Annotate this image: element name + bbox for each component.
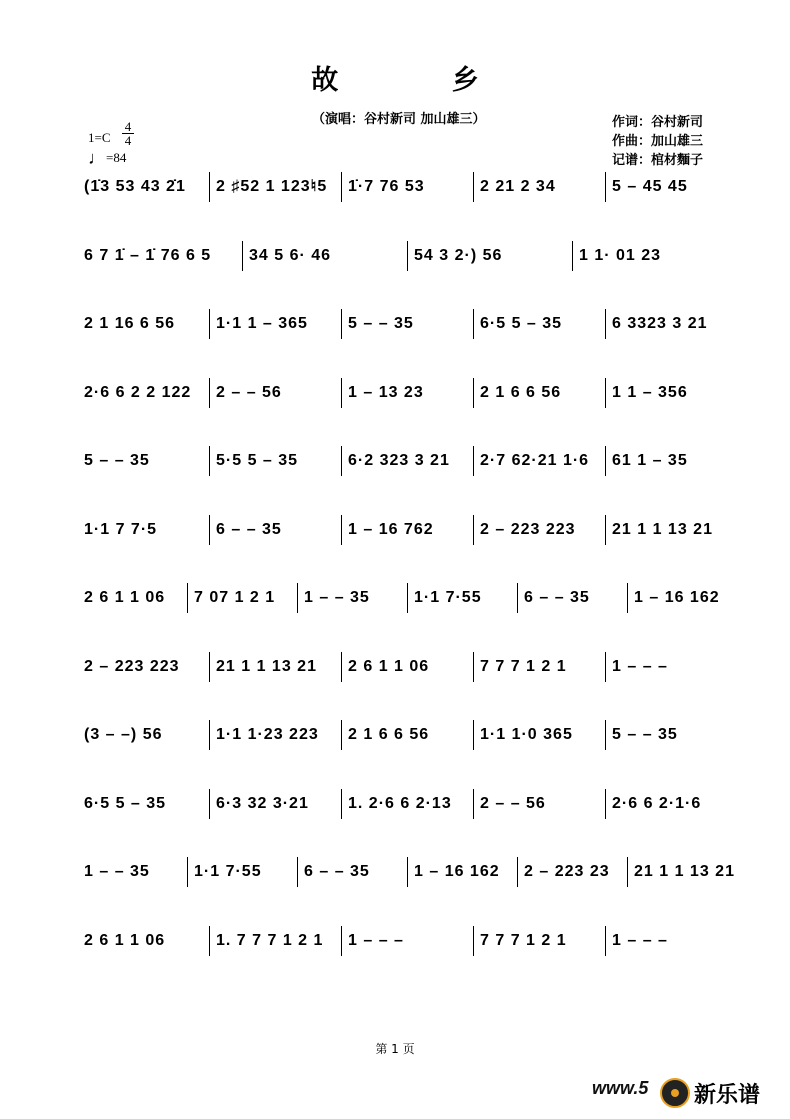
measure: 5 – 45 45 — [612, 178, 688, 195]
measure: 7 07 1 2 1 — [188, 583, 298, 613]
measure: 1·1 7·55 — [188, 857, 298, 887]
measure: 2 – 223 23 — [518, 857, 628, 887]
measure: 1·1 1 – 365 — [210, 309, 342, 339]
measure: 2 – 223 223 — [474, 515, 606, 545]
record-disc-icon — [660, 1078, 690, 1108]
quarter-note-icon: ♩ — [88, 148, 106, 168]
measure: 1 – – – — [612, 657, 668, 675]
lyricist-credit: 作词：谷村新司 — [612, 115, 704, 130]
song-title: 故 乡 — [311, 65, 531, 96]
measure: 2 1 6 6 56 — [474, 378, 606, 408]
measure: 1 – 16 162 — [634, 589, 720, 606]
measure: 2·6 6 2 2 122 — [78, 378, 210, 408]
measure: 5 – – 35 — [78, 446, 210, 476]
key-signature: 1=C — [88, 130, 111, 145]
staff-line — [78, 241, 738, 271]
measure: 21 1 1 13 21 — [634, 863, 735, 880]
staff-line — [78, 309, 738, 339]
staff-line — [78, 789, 738, 819]
measure: 7 7 7 1 2 1 — [474, 926, 606, 956]
staff-line — [78, 378, 738, 408]
measure: 2 6 1 1 06 — [342, 652, 474, 682]
staff-line — [78, 446, 738, 476]
measure: 1 – – – — [342, 926, 474, 956]
staff-line — [78, 583, 738, 613]
measure: 5 – – 35 — [612, 726, 678, 743]
measure: 1 1· 01 23 — [579, 246, 662, 264]
staff-line — [78, 515, 738, 545]
measure: 2 1 16 6 56 — [78, 309, 210, 339]
measure: 2 – – 56 — [210, 378, 342, 408]
staff-line — [78, 652, 738, 682]
measure: 1 – 13 23 — [342, 378, 474, 408]
measure: 1 – – – — [612, 931, 668, 949]
brand-logo — [660, 1076, 760, 1110]
page-number: 第 1 页 — [375, 1042, 415, 1056]
measure: 1 – – 35 — [78, 857, 188, 887]
measure: 2 21 2 34 — [474, 172, 606, 202]
time-signature — [122, 120, 134, 147]
measure: 1·1 7 7·5 — [78, 515, 210, 545]
measure: 21 1 1 13 21 — [210, 652, 342, 682]
composer-credit: 作曲：加山雄三 — [612, 134, 704, 149]
measure: 1·1 1·23 223 — [210, 720, 342, 750]
measure: 6 3323 3 21 — [612, 315, 708, 332]
measure: 7 7 7 1 2 1 — [474, 652, 606, 682]
measure: 6·5 5 – 35 — [78, 789, 210, 819]
measure: 21 1 1 13 21 — [612, 520, 713, 538]
staff-line — [78, 857, 738, 887]
measure: 2 ♯52 1 123♮5 — [210, 172, 342, 202]
measure: 1 – 16 762 — [342, 515, 474, 545]
measure: 1. 7 7 7 1 2 1 — [210, 926, 342, 956]
measure: 6·2 323 3 21 — [342, 446, 474, 476]
brand-name: 新乐谱 — [694, 1082, 761, 1108]
measure: 1 – 16 162 — [408, 857, 518, 887]
measure: (3 – –) 56 — [78, 720, 210, 750]
measure: 6 – – 35 — [518, 583, 628, 613]
measure: 2 6 1 1 06 — [78, 583, 188, 613]
staff-line — [78, 926, 738, 956]
time-signature-top: 4 — [122, 120, 134, 134]
measure: 2·7 62·21 1·6 — [474, 446, 606, 476]
measure: 2 – – 56 — [474, 789, 606, 819]
staff-line — [78, 720, 738, 750]
measure: 1̇·7 76 53 — [342, 172, 474, 202]
measure: 5·5 5 – 35 — [210, 446, 342, 476]
measure: 1·1 1·0 365 — [474, 720, 606, 750]
singers-line: （演唱：谷村新司 加山雄三） — [312, 112, 486, 127]
measure: 1. 2·6 6 2·13 — [342, 789, 474, 819]
measure: 2 1 6 6 56 — [342, 720, 474, 750]
measure: 54 3 2·) 56 — [408, 241, 573, 271]
tempo-value: =84 — [106, 150, 127, 165]
measure: 1 1 – 356 — [612, 383, 688, 401]
measure: 6 – – 35 — [298, 857, 408, 887]
watermark-url: www.5 — [592, 1078, 649, 1098]
measure: 6 7 1̇ – 1̇ 76 6 5 — [78, 241, 243, 271]
measure: 2 – 223 223 — [78, 652, 210, 682]
credits-block — [612, 113, 703, 170]
measure: 6 – – 35 — [210, 515, 342, 545]
time-signature-bottom: 4 — [124, 133, 132, 148]
staff-line — [78, 172, 738, 202]
tempo-marking — [88, 148, 126, 169]
measure: 6·3 32 3·21 — [210, 789, 342, 819]
measure: 1 – – 35 — [298, 583, 408, 613]
transcriber-credit: 记谱：棺材麵子 — [612, 153, 704, 168]
measure: 6·5 5 – 35 — [474, 309, 606, 339]
measure: 5 – – 35 — [342, 309, 474, 339]
measure: 34 5 6· 46 — [243, 241, 408, 271]
measure: 1·1 7·55 — [408, 583, 518, 613]
measure: 2·6 6 2·1·6 — [612, 794, 702, 812]
measure: 61 1 – 35 — [612, 452, 688, 469]
measure: (1̇3 53 43 2̇1 — [78, 172, 210, 202]
measure: 2 6 1 1 06 — [78, 926, 210, 956]
